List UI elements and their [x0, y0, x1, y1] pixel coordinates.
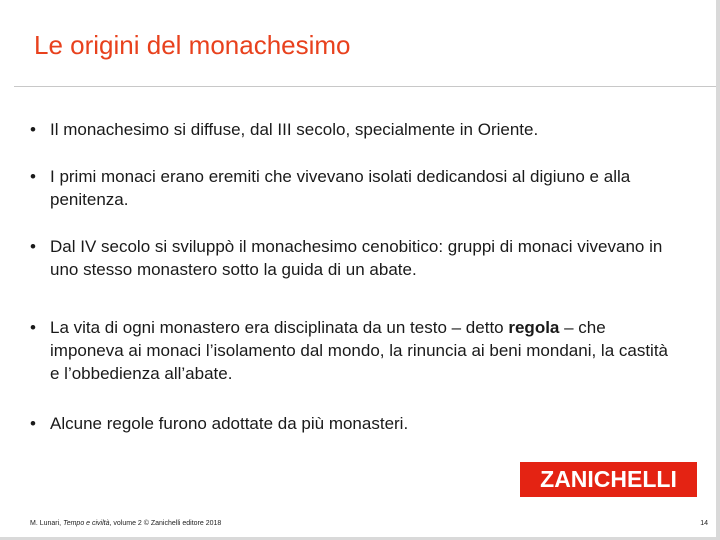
bullet-item — [30, 118, 538, 141]
footer-book-title: Tempo e civiltà — [63, 520, 110, 527]
bullet-item — [30, 412, 408, 435]
bullet-text: Il monachesimo si diffuse, dal III secolo, specialmente in Oriente. — [50, 120, 539, 139]
bullet-text: I primi monaci erano eremiti che vivevano isolati dedicandosi al digiuno e alla penitenza. — [50, 167, 631, 209]
bullet-bold-term: regola — [508, 318, 560, 337]
bullet-dot: • — [30, 120, 36, 139]
slide-title: Le origini del monachesimo — [34, 30, 351, 60]
bullet-text-before: La vita di ogni monastero era disciplinata da un testo – detto — [50, 318, 509, 337]
footer-publisher: , volume 2 © Zanichelli editore 2018 — [109, 520, 222, 527]
bullet-item — [30, 235, 680, 281]
slide-shadow-right — [716, 0, 720, 540]
page-number: 14 — [700, 520, 708, 527]
footer-author: M. Lunari, — [30, 520, 64, 527]
bullet-item — [30, 316, 680, 385]
logo-text: ZANICHELLI — [540, 466, 677, 492]
bullet-dot: • — [30, 414, 36, 433]
bullet-text: Dal IV secolo si sviluppò il monachesimo cenobitico: gruppi di monaci vivevano in uno stesso monastero sotto la guida di un abate. — [50, 237, 663, 279]
title-divider — [14, 86, 716, 87]
zanichelli-logo — [520, 462, 697, 497]
bullet-dot: • — [30, 318, 36, 337]
bullet-item — [30, 165, 680, 211]
footer-credit — [30, 520, 221, 527]
bullet-dot: • — [30, 167, 36, 186]
bullet-dot: • — [30, 237, 36, 256]
bullet-text: Alcune regole furono adottate da più monasteri. — [50, 414, 409, 433]
bullet-text-after: – che imponeva ai monaci l’isolamento dal mondo, la rinuncia ai beni mondani, la castità e l’obbedienza all’abate. — [50, 318, 669, 383]
